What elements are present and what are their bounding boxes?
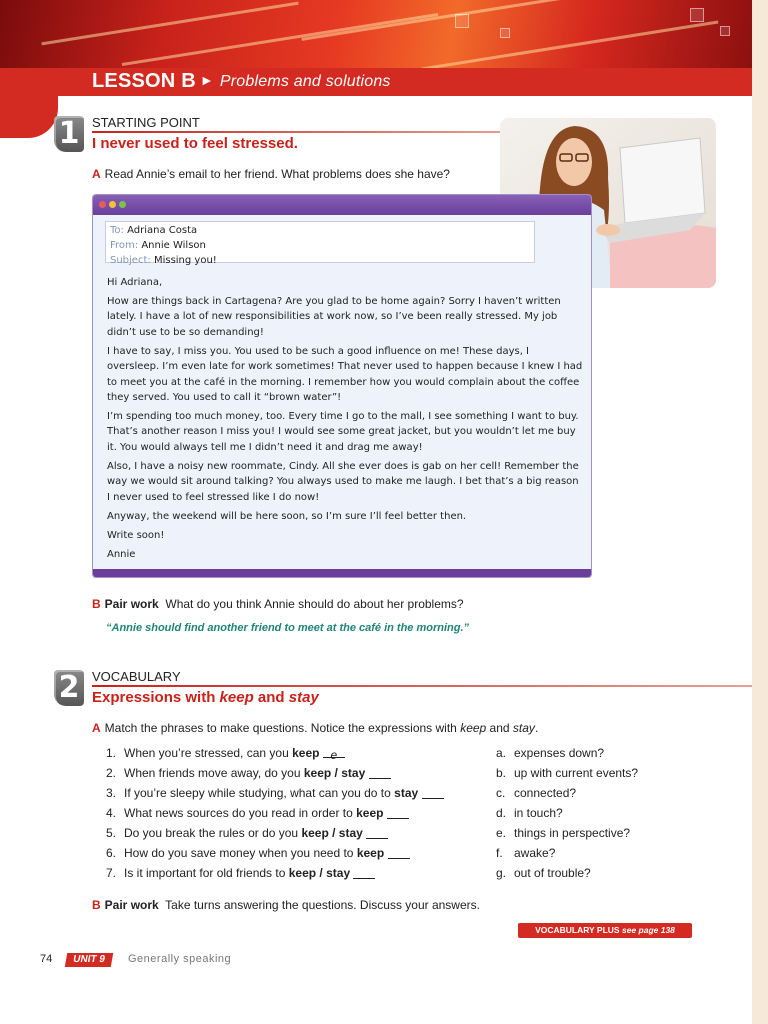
instruction-text: What do you think Annie should do about her problems? xyxy=(165,597,464,611)
subject-label: Subject: xyxy=(110,255,151,266)
title-part: and xyxy=(253,689,289,706)
unit-title: Generally speaking xyxy=(128,953,232,965)
question-text: If you’re sleepy while studying, what can you do to xyxy=(124,786,395,800)
answer-letter: d. xyxy=(496,806,507,820)
question-number: 7. xyxy=(106,866,117,880)
email-paragraph: Anyway, the weekend will be here soon, so I’m sure I’ll feel better then. xyxy=(107,510,467,522)
answer-text: things in perspective? xyxy=(514,826,631,840)
answer-item xyxy=(496,763,696,783)
email-bottom-bar xyxy=(93,569,591,577)
question-number: 6. xyxy=(106,846,117,860)
section1-title: I never used to feel stressed. xyxy=(92,135,298,152)
lesson-title xyxy=(92,70,391,93)
answer-text: in touch? xyxy=(514,806,563,820)
question-item xyxy=(106,863,506,883)
question-number: 4. xyxy=(106,806,117,820)
answer-blank[interactable]: e xyxy=(323,745,345,758)
answer-item xyxy=(496,823,696,843)
section-number-2: 2 xyxy=(54,670,84,706)
title-keep: keep xyxy=(219,689,254,706)
answer-text: up with current events? xyxy=(514,766,639,780)
question-item xyxy=(106,763,506,783)
section1-heading: STARTING POINT xyxy=(92,115,200,130)
instruction-letter: B xyxy=(92,898,101,912)
unit-badge: UNIT 9 xyxy=(65,953,113,967)
close-dot-icon xyxy=(99,201,106,208)
question-list xyxy=(106,743,506,883)
email-paragraph: I have to say, I miss you. You used to be such a good influence on me! These days, I oversleep. I’m even late for work sometimes! That never used to happen because I knew I had to meet you at the café in the morning. I remember how you would complain about the coffee they served. You used to call it “brown water”! xyxy=(107,345,583,404)
instruction-text: Take turns answering the questions. Discuss your answers. xyxy=(165,898,480,912)
lesson-subtitle: Problems and solutions xyxy=(219,73,391,90)
answer-text: out of trouble? xyxy=(514,866,591,880)
answer-item xyxy=(496,803,696,823)
to-label: To: xyxy=(110,225,124,236)
question-number: 3. xyxy=(106,786,117,800)
question-number: 5. xyxy=(106,826,117,840)
answer-blank[interactable] xyxy=(366,826,388,839)
vocabulary-plus-link[interactable] xyxy=(518,923,692,938)
answer-letter: g. xyxy=(496,866,507,880)
minimize-dot-icon xyxy=(109,201,116,208)
question-verb: keep xyxy=(292,746,320,760)
email-paragraph: Also, I have a noisy new roommate, Cindy. All she ever does is gab on her cell! Remember the way we would sit around talking? You always used to make me laugh. I bet that’s a big reason I never used to feel stressed like I do now! xyxy=(107,460,579,503)
question-text: When you’re stressed, can you xyxy=(124,746,293,760)
email-paragraph: Annie xyxy=(107,548,136,560)
header-banner xyxy=(0,0,752,68)
subject-value: Missing you! xyxy=(153,255,217,266)
answer-blank[interactable] xyxy=(422,786,444,799)
instruction-text: Read Annie’s email to her friend. What problems does she have? xyxy=(104,167,450,181)
email-headers xyxy=(105,221,535,266)
section1-instruction-a xyxy=(92,167,450,181)
section2-instruction-b xyxy=(92,898,480,912)
answer-item xyxy=(496,783,696,803)
answer-item xyxy=(496,843,696,863)
instruction-text: . xyxy=(534,721,539,735)
email-body xyxy=(107,275,583,566)
instruction-letter: A xyxy=(92,721,101,735)
question-text: What news sources do you read in order to xyxy=(124,806,357,820)
section1-instruction-b xyxy=(92,597,464,611)
pair-work-label: Pair work xyxy=(104,898,159,912)
section1-rule xyxy=(92,131,510,133)
question-number: 1. xyxy=(106,746,117,760)
question-item xyxy=(106,843,506,863)
answer-blank[interactable] xyxy=(388,846,410,859)
email-window xyxy=(92,194,592,578)
section2-instruction-a xyxy=(92,721,538,735)
instruction-text: Match the phrases to make questions. Notice the expressions with xyxy=(104,721,461,735)
instruction-letter: A xyxy=(92,167,101,181)
question-item xyxy=(106,803,506,823)
section-number-1: 1 xyxy=(54,116,84,152)
maximize-dot-icon xyxy=(119,201,126,208)
to-value: Adriana Costa xyxy=(127,225,198,236)
answer-letter: e. xyxy=(496,826,507,840)
instruction-text: and xyxy=(486,721,513,735)
email-paragraph: Write soon! xyxy=(107,529,165,541)
question-text: When friends move away, do you xyxy=(124,766,304,780)
question-number: 2. xyxy=(106,766,117,780)
vocab-plus-ref: see page 138 xyxy=(621,925,675,935)
answer-text: awake? xyxy=(514,846,556,860)
pair-work-label: Pair work xyxy=(104,597,159,611)
question-verb: stay xyxy=(394,786,419,800)
answer-letter: c. xyxy=(496,786,506,800)
title-part: Expressions with xyxy=(92,689,220,706)
from-label: From: xyxy=(110,240,139,251)
question-text: Do you break the rules or do you xyxy=(124,826,302,840)
answer-letter: a. xyxy=(496,746,507,760)
example-quote: “Annie should find another friend to meet at the café in the morning.” xyxy=(106,622,470,634)
question-verb: keep xyxy=(356,806,384,820)
from-value: Annie Wilson xyxy=(141,240,206,251)
answer-item xyxy=(496,863,696,883)
answer-letter: f. xyxy=(496,846,503,860)
question-text: How do you save money when you need to xyxy=(124,846,357,860)
question-verb: keep xyxy=(356,846,385,860)
title-stay: stay xyxy=(288,689,319,706)
question-verb: keep / stay xyxy=(288,866,351,880)
email-titlebar xyxy=(93,195,591,215)
instruction-keep: keep xyxy=(460,721,487,735)
section2-title xyxy=(92,689,319,706)
lesson-label: LESSON B xyxy=(92,70,196,92)
answer-text: connected? xyxy=(514,786,577,800)
answer-letter: b. xyxy=(496,766,507,780)
section2-rule xyxy=(92,685,752,687)
answer-item xyxy=(496,743,696,763)
instruction-stay: stay xyxy=(512,721,535,735)
question-item xyxy=(106,823,506,843)
lesson-arrow-icon: ► xyxy=(199,72,214,88)
question-verb: keep / stay xyxy=(301,826,363,840)
question-item xyxy=(106,743,506,763)
instruction-letter: B xyxy=(92,597,101,611)
answer-list xyxy=(496,743,696,883)
email-paragraph: Hi Adriana, xyxy=(107,277,163,288)
section2-heading: VOCABULARY xyxy=(92,669,181,684)
answer-blank[interactable] xyxy=(387,806,409,819)
page-edge xyxy=(752,0,768,1024)
question-text: Is it important for old friends to xyxy=(124,866,289,880)
question-verb: keep / stay xyxy=(303,766,366,780)
question-item xyxy=(106,783,506,803)
email-paragraph: I’m spending too much money, too. Every time I go to the mall, I see something I want to buy. That’s another reason I miss you! I would see some great jacket, but you wouldn’t let me buy it. You would always tell me I didn’t need it and drag me away! xyxy=(107,411,579,453)
answer-blank[interactable] xyxy=(369,766,391,779)
page-number: 74 xyxy=(40,953,53,965)
answer-text: expenses down? xyxy=(514,746,605,760)
vocab-plus-label: VOCABULARY PLUS xyxy=(535,925,620,935)
answer-blank[interactable] xyxy=(353,866,375,879)
email-paragraph: How are things back in Cartagena? Are you glad to be home again? Sorry I haven’t written lately. I have a lot of new responsibilities at work now, so I’ve been really stressed. My job didn’t use to be so demanding! xyxy=(107,296,561,338)
